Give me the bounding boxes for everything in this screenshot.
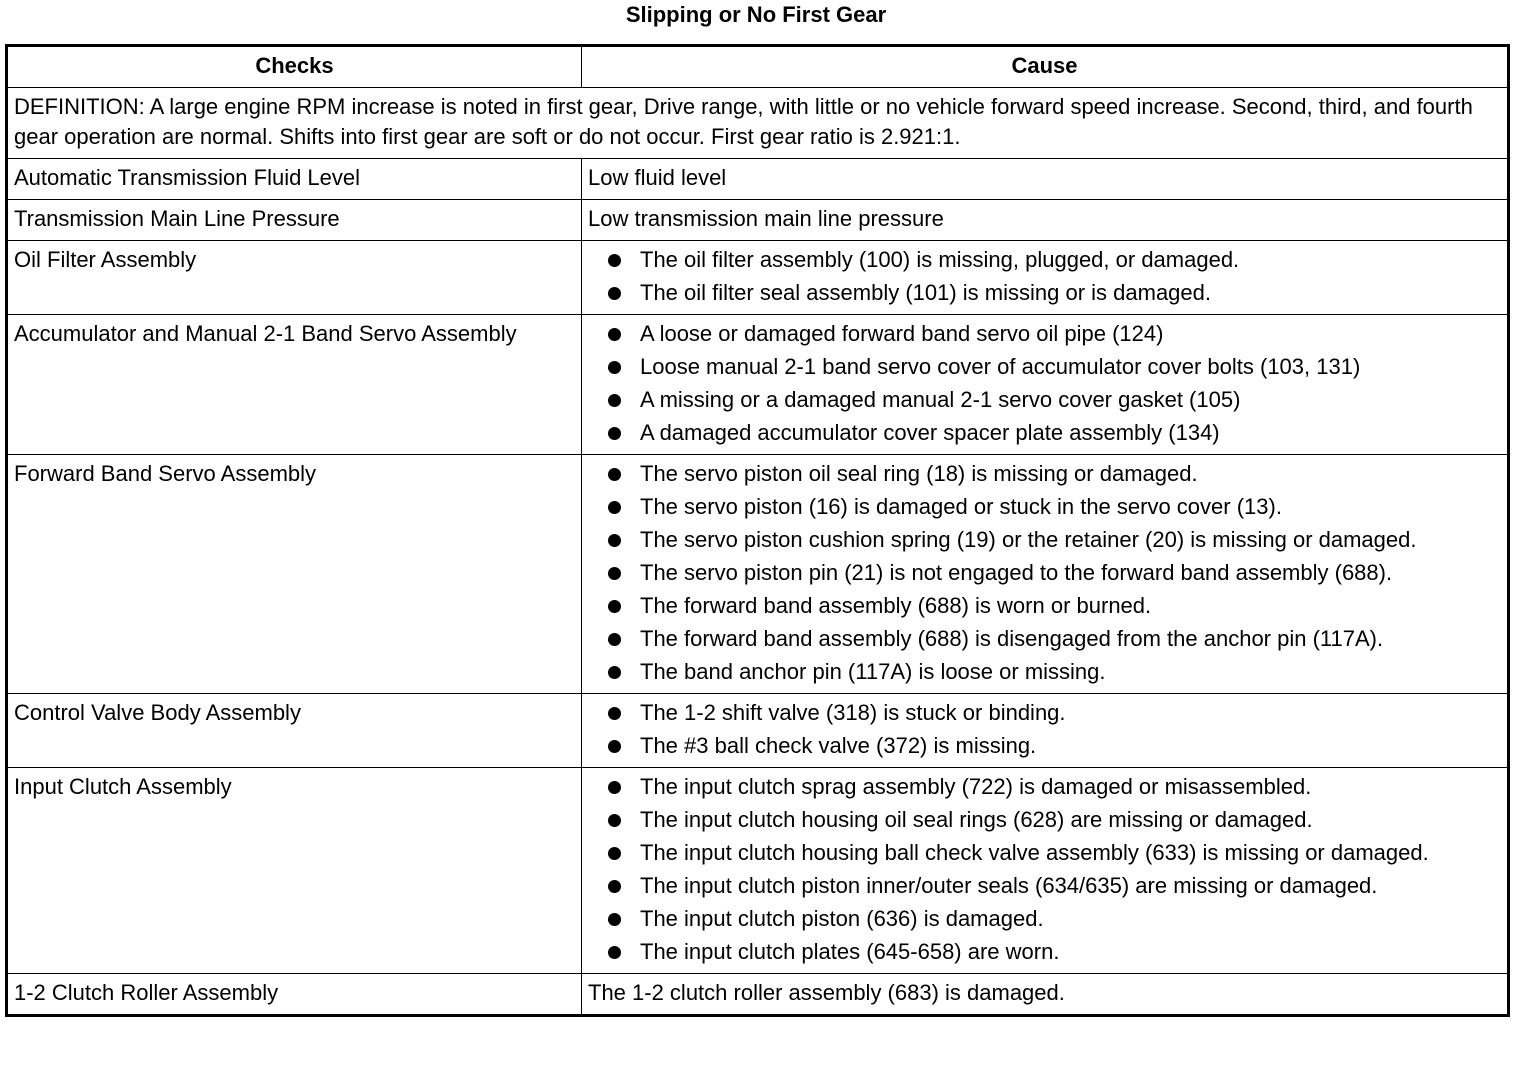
bullet-icon xyxy=(608,781,621,794)
cause-cell xyxy=(582,694,1509,768)
cause-item xyxy=(608,904,1501,934)
bullet-icon xyxy=(608,600,621,613)
cause-text: Loose manual 2-1 band servo cover of accumulator cover bolts (103, 131) xyxy=(640,354,1361,379)
bullet-icon xyxy=(608,814,621,827)
table-row xyxy=(7,200,1509,241)
cause-cell: The 1-2 clutch roller assembly (683) is damaged. xyxy=(582,974,1509,1016)
table-row xyxy=(7,694,1509,768)
cause-text: The input clutch housing oil seal rings (628) are missing or damaged. xyxy=(640,807,1313,832)
cause-cell xyxy=(582,455,1509,694)
checks-column-header: Checks xyxy=(7,46,582,88)
check-cell: Accumulator and Manual 2-1 Band Servo Assembly xyxy=(7,315,582,455)
cause-text: The oil filter seal assembly (101) is missing or is damaged. xyxy=(640,280,1212,305)
cause-text: The oil filter assembly (100) is missing, plugged, or damaged. xyxy=(640,247,1240,272)
cause-item xyxy=(608,245,1501,275)
table-row xyxy=(7,768,1509,974)
cause-text: The servo piston pin (21) is not engaged to the forward band assembly (688). xyxy=(640,560,1393,585)
cause-text: The 1-2 shift valve (318) is stuck or binding. xyxy=(640,700,1066,725)
bullet-icon xyxy=(608,880,621,893)
table-row xyxy=(7,974,1509,1016)
bullet-icon xyxy=(608,666,621,679)
cause-item xyxy=(608,772,1501,802)
definition-text: DEFINITION: A large engine RPM increase is noted in first gear, Drive range, with little or no vehicle forward speed increase. Second, third, and fourth gear operation are normal. Shifts into first gear are soft or do not occur. First gear ratio is 2.921:1. xyxy=(7,88,1509,159)
check-cell: Oil Filter Assembly xyxy=(7,241,582,315)
bullet-icon xyxy=(608,567,621,580)
cause-cell: Low transmission main line pressure xyxy=(582,200,1509,241)
cause-item xyxy=(608,278,1501,308)
cause-item xyxy=(608,731,1501,761)
cause-item xyxy=(608,698,1501,728)
cause-text: The servo piston (16) is damaged or stuck in the servo cover (13). xyxy=(640,494,1282,519)
cause-text: The input clutch plates (645-658) are worn. xyxy=(640,939,1060,964)
bullet-icon xyxy=(608,946,621,959)
cause-list xyxy=(588,698,1501,761)
cause-text: The forward band assembly (688) is disengaged from the anchor pin (117A). xyxy=(640,626,1384,651)
bullet-icon xyxy=(608,501,621,514)
check-cell: 1-2 Clutch Roller Assembly xyxy=(7,974,582,1016)
cause-item xyxy=(608,352,1501,382)
cause-item xyxy=(608,838,1501,868)
cause-item xyxy=(608,558,1501,588)
check-cell: Input Clutch Assembly xyxy=(7,768,582,974)
cause-item xyxy=(608,657,1501,687)
table-row xyxy=(7,315,1509,455)
definition-row xyxy=(7,88,1509,159)
cause-item xyxy=(608,624,1501,654)
cause-item xyxy=(608,319,1501,349)
check-cell: Control Valve Body Assembly xyxy=(7,694,582,768)
bullet-icon xyxy=(608,328,621,341)
cause-text: The input clutch sprag assembly (722) is damaged or misassembled. xyxy=(640,774,1312,799)
bullet-icon xyxy=(608,847,621,860)
cause-item xyxy=(608,591,1501,621)
cause-item xyxy=(608,459,1501,489)
cause-cell xyxy=(582,241,1509,315)
bullet-icon xyxy=(608,534,621,547)
check-cell: Automatic Transmission Fluid Level xyxy=(7,159,582,200)
bullet-icon xyxy=(608,707,621,720)
cause-text: The forward band assembly (688) is worn or burned. xyxy=(640,593,1152,618)
cause-text: The input clutch housing ball check valve assembly (633) is missing or damaged. xyxy=(640,840,1429,865)
bullet-icon xyxy=(608,468,621,481)
cause-list xyxy=(588,459,1501,687)
cause-column-header: Cause xyxy=(582,46,1509,88)
bullet-icon xyxy=(608,913,621,926)
bullet-icon xyxy=(608,740,621,753)
cause-text: A loose or damaged forward band servo oil pipe (124) xyxy=(640,321,1164,346)
cause-list xyxy=(588,245,1501,308)
cause-cell: Low fluid level xyxy=(582,159,1509,200)
header-row xyxy=(7,46,1509,88)
bullet-icon xyxy=(608,361,621,374)
cause-item xyxy=(608,525,1501,555)
bullet-icon xyxy=(608,287,621,300)
table-row xyxy=(7,455,1509,694)
bullet-icon xyxy=(608,254,621,267)
cause-text: The band anchor pin (117A) is loose or missing. xyxy=(640,659,1106,684)
cause-item xyxy=(608,805,1501,835)
diagnostic-table xyxy=(5,44,1510,1017)
cause-text: The #3 ball check valve (372) is missing. xyxy=(640,733,1037,758)
bullet-icon xyxy=(608,633,621,646)
cause-item xyxy=(608,418,1501,448)
cause-text: A missing or a damaged manual 2-1 servo cover gasket (105) xyxy=(640,387,1241,412)
cause-cell xyxy=(582,768,1509,974)
cause-text: The input clutch piston (636) is damaged. xyxy=(640,906,1044,931)
cause-text: The servo piston cushion spring (19) or the retainer (20) is missing or damaged. xyxy=(640,527,1417,552)
cause-item xyxy=(608,385,1501,415)
bullet-icon xyxy=(608,427,621,440)
page-title: Slipping or No First Gear xyxy=(625,2,887,27)
table-row xyxy=(7,159,1509,200)
cause-cell xyxy=(582,315,1509,455)
check-cell: Forward Band Servo Assembly xyxy=(7,455,582,694)
cause-list xyxy=(588,772,1501,967)
bullet-icon xyxy=(608,394,621,407)
check-cell: Transmission Main Line Pressure xyxy=(7,200,582,241)
cause-list xyxy=(588,319,1501,448)
cause-text: The input clutch piston inner/outer seals (634/635) are missing or damaged. xyxy=(640,873,1378,898)
cause-item xyxy=(608,492,1501,522)
cause-item xyxy=(608,871,1501,901)
cause-item xyxy=(608,937,1501,967)
cause-text: The servo piston oil seal ring (18) is missing or damaged. xyxy=(640,461,1198,486)
cause-text: A damaged accumulator cover spacer plate assembly (134) xyxy=(640,420,1220,445)
table-row xyxy=(7,241,1509,315)
